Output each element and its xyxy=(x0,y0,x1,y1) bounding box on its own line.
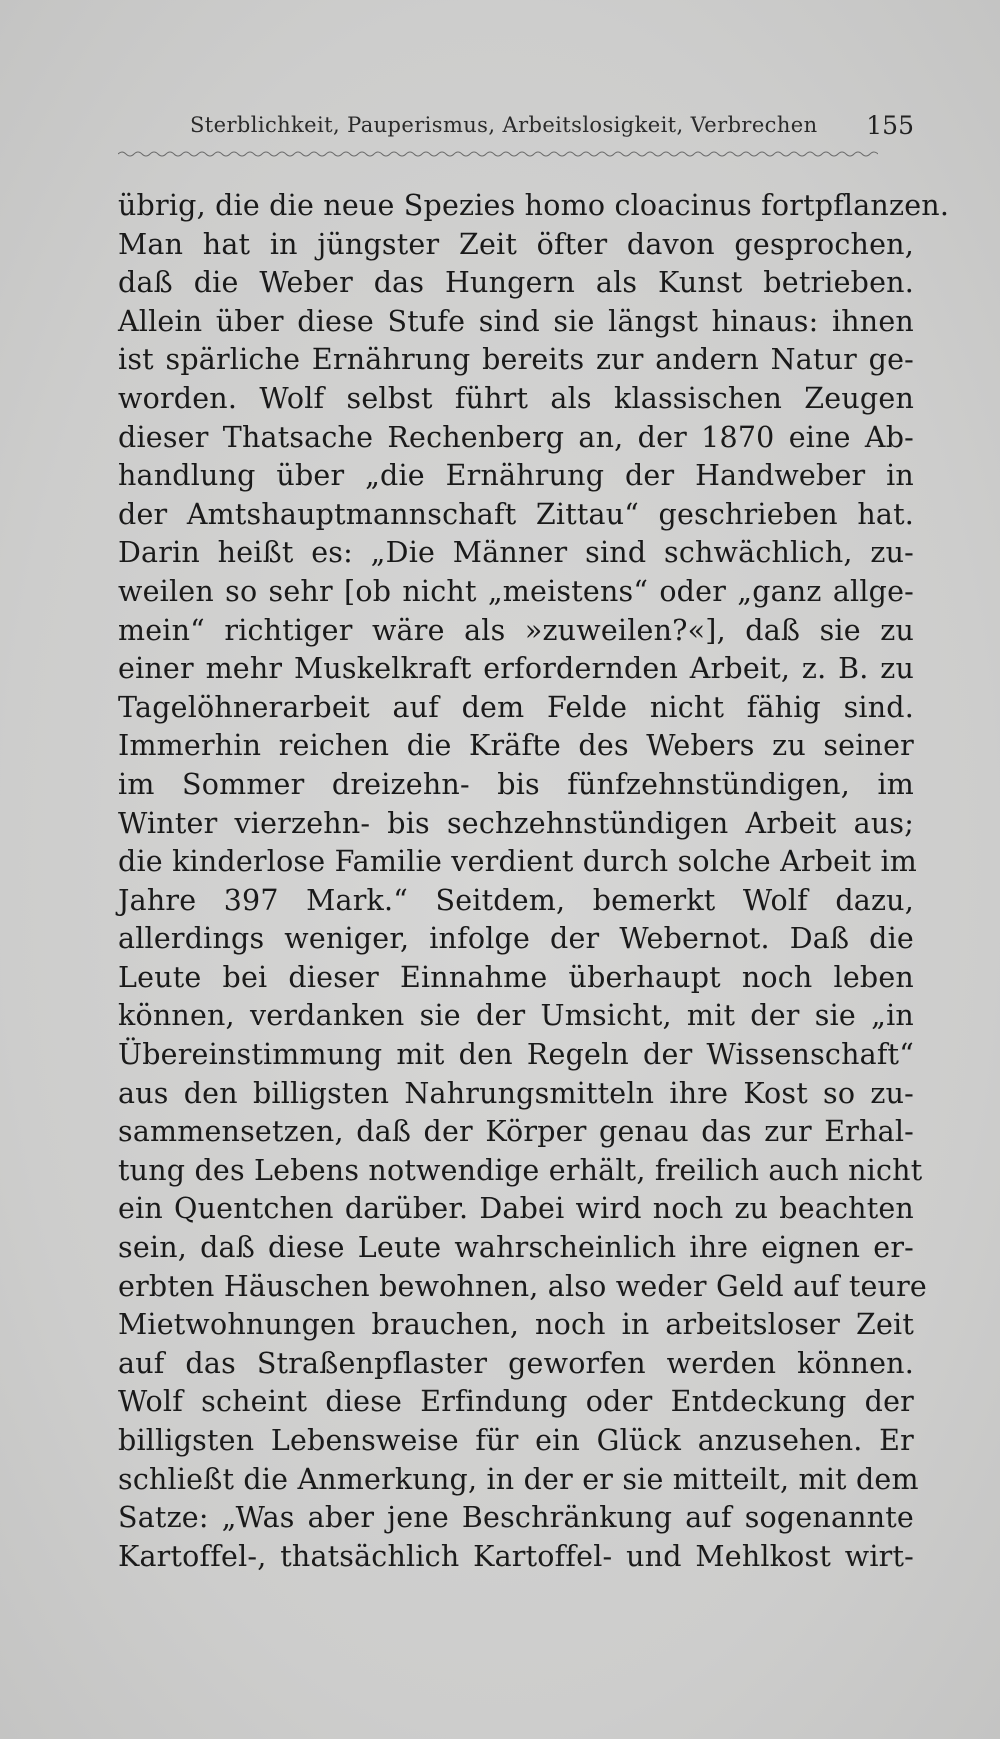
running-header xyxy=(118,113,914,153)
text-line: Tagelöhnerarbeit auf dem Felde nicht fähig sind. xyxy=(118,690,914,724)
text-line: sein, daß diese Leute wahrscheinlich ihre eignen er- xyxy=(118,1231,914,1265)
text-line: Winter vierzehn- bis sechzehnstündigen Arbeit aus; xyxy=(118,806,914,840)
page-number: 155 xyxy=(866,111,914,140)
text-line: weilen so sehr [ob nicht „meistens“ oder „ganz allge- xyxy=(118,574,914,608)
text-line: schließt die Anmerkung, in der er sie mitteilt, mit dem xyxy=(118,1462,919,1496)
text-line: die kinderlose Familie verdient durch solche Arbeit im xyxy=(118,845,918,879)
text-line: ist spärliche Ernährung bereits zur andern Natur ge- xyxy=(118,343,914,377)
text-line: dieser Thatsache Rechenberg an, der 1870 eine Ab- xyxy=(118,420,914,454)
text-line: billigsten Lebensweise für ein Glück anzusehen. Er xyxy=(118,1424,914,1457)
text-line: können, verdanken sie der Umsicht, mit der sie „in xyxy=(118,999,914,1033)
text-line: handlung über „die Ernährung der Handweber in xyxy=(118,459,914,493)
text-line: der Amtshauptmannschaft Zittau“ geschrieben hat. xyxy=(118,497,914,531)
text-line: Mietwohnungen brauchen, noch in arbeitsloser Zeit xyxy=(118,1308,914,1342)
text-line: worden. Wolf selbst führt als klassischen Zeugen xyxy=(118,381,914,415)
text-line: Man hat in jüngster Zeit öfter davon gesprochen, xyxy=(118,227,914,261)
text-line: übrig, die die neue Spezies homo cloacinus fortpflanzen. xyxy=(118,189,950,222)
text-line: Satze: „Was aber jene Beschränkung auf sogenannte xyxy=(118,1501,914,1535)
text-line: ein Quentchen darüber. Dabei wird noch zu beachten xyxy=(118,1192,914,1226)
text-line: Immerhin reichen die Kräfte des Webers zu seiner xyxy=(118,729,914,763)
text-line: Jahre 397 Mark.“ Seitdem, bemerkt Wolf dazu, xyxy=(118,883,914,917)
text-line: Wolf scheint diese Erfindung oder Entdeckung der xyxy=(118,1385,914,1419)
text-line: daß die Weber das Hungern als Kunst betrieben. xyxy=(118,266,914,300)
text-line: tung des Lebens notwendige erhält, freilich auch nicht xyxy=(118,1153,923,1187)
text-line: Darin heißt es: „Die Männer sind schwächlich, zu- xyxy=(118,536,914,570)
text-line: auf das Straßenpflaster geworfen werden können. xyxy=(118,1346,914,1380)
text-line: allerdings weniger, infolge der Webernot. Daß die xyxy=(118,922,914,956)
text-line: mein“ richtiger wäre als »zuweilen?«], daß sie zu xyxy=(118,613,914,647)
text-line: im Sommer dreizehn- bis fünfzehnstündigen, im xyxy=(118,767,914,801)
text-line: Kartoffel-, thatsächlich Kartoffel- und Mehlkost wirt- xyxy=(118,1539,914,1573)
header-wavy-rule xyxy=(118,150,878,158)
text-line: aus den billigsten Nahrungsmitteln ihre Kost so zu- xyxy=(118,1076,914,1110)
text-line: erbten Häuschen bewohnen, also weder Geld auf teure xyxy=(118,1269,927,1303)
text-line: Allein über diese Stufe sind sie längst hinaus: ihnen xyxy=(118,304,914,338)
running-title: Sterblichkeit, Pauperismus, Arbeitslosigkeit, Verbrechen xyxy=(190,113,818,137)
text-line: Leute bei dieser Einnahme überhaupt noch leben xyxy=(118,960,914,994)
body-text xyxy=(118,187,950,1576)
text-line: Übereinstimmung mit den Regeln der Wissenschaft“ xyxy=(118,1038,914,1072)
text-line: sammensetzen, daß der Körper genau das zur Erhal- xyxy=(118,1115,914,1149)
text-line: einer mehr Muskelkraft erfordernden Arbeit, z. B. zu xyxy=(118,652,914,686)
